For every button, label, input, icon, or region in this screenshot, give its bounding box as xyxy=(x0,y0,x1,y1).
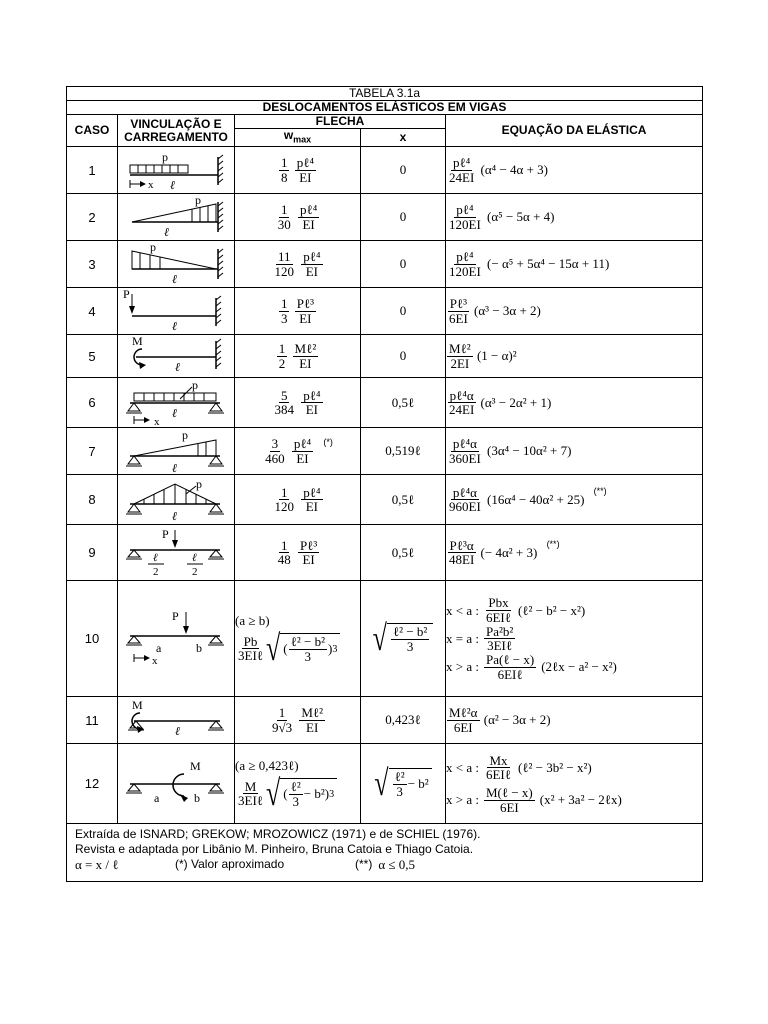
x-label: x xyxy=(148,179,154,192)
wmax-formula: (a ≥ 0,423ℓ) $\frac{M}{\text{3EIℓ}}$ √ ( $\frac{\text{ℓ²}}{3}$ − b² ) 3 xyxy=(235,744,361,824)
load-label: p xyxy=(150,241,156,255)
case-number: 6 xyxy=(67,378,118,428)
span-label: ℓ xyxy=(172,272,177,287)
beam-diagram xyxy=(118,241,235,288)
equation-line: x > a : $\frac{\text{Pa(ℓ − x)}}{\text{6EIℓ}}$ (2ℓx − a² − x²) xyxy=(446,652,617,682)
elastic-equation xyxy=(446,581,703,697)
elastic-equation: $\frac{\text{pℓ⁴}}{120EI}$ (− α⁵ + 5α⁴ − 15α + 11) xyxy=(446,241,703,288)
moment-label: M xyxy=(132,698,143,713)
case-number: 5 xyxy=(67,335,118,378)
case-number: 1 xyxy=(67,147,118,194)
load-label: P xyxy=(123,288,130,302)
approx-note: (*) Valor aproximado xyxy=(175,857,285,872)
x-position: 0,5ℓ xyxy=(361,378,446,428)
half-span-note-mark: (**) xyxy=(593,485,607,496)
span-half-den: 2 xyxy=(192,565,198,578)
equation-line: x < a : $\frac{\text{Pbx}}{\text{6EIℓ}}$ (ℓ² − b² − x²) xyxy=(446,595,586,626)
beam-diagram xyxy=(118,581,235,697)
table-subtitle: DESLOCAMENTOS ELÁSTICOS EM VIGAS xyxy=(67,101,703,115)
beam-diagram xyxy=(118,147,235,194)
segment-b-label: b xyxy=(196,640,202,655)
table-row xyxy=(67,428,703,475)
half-span-note-mark: (**) xyxy=(546,538,560,549)
wmax-formula: $\frac{11}{120}$ $\frac{\text{pℓ⁴}}{EI}$ xyxy=(235,241,361,288)
adaptation-text: Revista e adaptada por Libânio M. Pinheiro, Bruna Catoia e Thiago Catoia. xyxy=(75,842,474,857)
wmax-formula: $\frac{3}{460}$ $\frac{\text{pℓ⁴}}{EI}$ (*) xyxy=(235,428,361,475)
span-label: ℓ xyxy=(172,319,177,334)
beam-diagram xyxy=(118,525,235,581)
x-position: 0,423ℓ xyxy=(361,697,446,744)
elastic-equation: $\frac{\text{Pℓ³α}}{48EI}$ (− 4α² + 3) (**) xyxy=(446,525,703,581)
load-label: p xyxy=(192,378,198,392)
sqrt-expression: √ ( $\frac{\text{ℓ² − b²}}{3}$ ) 3 xyxy=(266,633,340,664)
segment-a-label: a xyxy=(154,790,160,805)
wmax-formula: $\frac{1}{120}$ $\frac{\text{pℓ⁴}}{EI}$ xyxy=(235,475,361,525)
span-label: ℓ xyxy=(164,225,169,240)
header-vinculacao: VINCULAÇÃO E CARREGAMENTO xyxy=(118,115,235,147)
x-label: x xyxy=(152,654,158,667)
table-row xyxy=(67,581,703,697)
condition-text: (a ≥ 0,423ℓ) xyxy=(235,758,299,774)
elastic-equation: $\frac{\text{pℓ⁴α}}{24EI}$ (α³ − 2α² + 1) xyxy=(446,378,703,428)
table-row xyxy=(67,697,703,744)
case-number: 9 xyxy=(67,525,118,581)
span-half-label: ℓ xyxy=(153,551,158,564)
x-position: 0 xyxy=(361,147,446,194)
wmax-formula: (a ≥ b) $\frac{Pb}{\text{3EIℓ}}$ √ ( $\frac{\text{ℓ² − b²}}{3}$ ) 3 xyxy=(235,581,361,697)
elastic-equation: $\frac{\text{pℓ⁴}}{120EI}$ (α⁵ − 5α + 4) xyxy=(446,194,703,241)
x-position: 0 xyxy=(361,288,446,335)
x-position: 0 xyxy=(361,241,446,288)
table-row xyxy=(67,194,703,241)
table-row xyxy=(67,288,703,335)
elastic-equation: $\frac{\text{Pℓ³}}{6EI}$ (α³ − 3α + 2) xyxy=(446,288,703,335)
span-half-label: ℓ xyxy=(192,551,197,564)
beam-diagram xyxy=(118,378,235,428)
condition-text: (a ≥ b) xyxy=(235,613,270,629)
beam-diagram xyxy=(118,697,235,744)
load-label: p xyxy=(182,428,188,443)
equation-line: x = a : $\frac{\text{Pa²b²}}{\text{3EIℓ}}$ xyxy=(446,623,514,654)
beam-diagram xyxy=(118,288,235,335)
table-footer xyxy=(67,824,703,882)
x-position: 0 xyxy=(361,194,446,241)
case-number: 2 xyxy=(67,194,118,241)
table-title: TABELA 3.1a xyxy=(67,87,703,101)
load-label: P xyxy=(162,526,169,541)
load-label: P xyxy=(172,608,179,623)
segment-b-label: b xyxy=(194,790,200,805)
elastic-equation: $\frac{\text{pℓ⁴α}}{360EI}$ (3α⁴ − 10α² + 7) xyxy=(446,428,703,475)
case-number: 11 xyxy=(67,697,118,744)
wmax-formula: $\frac{1}{48}$ $\frac{\text{Pℓ³}}{EI}$ xyxy=(235,525,361,581)
span-label: ℓ xyxy=(175,724,180,739)
span-label: ℓ xyxy=(172,461,177,475)
beam-diagram xyxy=(118,194,235,241)
half-span-condition: α ≤ 0,5 xyxy=(378,857,416,873)
header-caso: CASO xyxy=(67,115,118,147)
equation-line: x < a : $\frac{Mx}{\text{6EIℓ}}$ (ℓ² − 3b² − x²) xyxy=(446,752,592,783)
elastic-equation: $\frac{\text{pℓ⁴}}{24EI}$ (α⁴ − 4α + 3) xyxy=(446,147,703,194)
case-number: 4 xyxy=(67,288,118,335)
approx-note-mark: (*) xyxy=(323,437,333,448)
sqrt-expression: √ $\frac{\text{ℓ² − b²}}{3}$ xyxy=(373,623,434,654)
x-position: 0,519ℓ xyxy=(361,428,446,475)
header-flecha: FLECHA xyxy=(235,115,446,129)
deflection-table xyxy=(66,86,703,882)
header-wmax: $w_{max}$ xyxy=(235,129,361,147)
case-number: 10 xyxy=(67,581,118,697)
wmax-formula: $\frac{5}{384}$ $\frac{\text{pℓ⁴}}{EI}$ xyxy=(235,378,361,428)
case-number: 12 xyxy=(67,744,118,824)
beam-diagram xyxy=(118,475,235,525)
table-row xyxy=(67,378,703,428)
segment-a-label: a xyxy=(156,640,162,655)
x-position xyxy=(361,581,446,697)
wmax-formula: $\frac{1}{30}$ $\frac{\text{pℓ⁴}}{EI}$ xyxy=(235,194,361,241)
sqrt-expression: √ $\frac{\text{ℓ²}}{3}$ − b² xyxy=(374,768,431,799)
case-number: 8 xyxy=(67,475,118,525)
alpha-definition: α = x / ℓ xyxy=(75,857,119,873)
wmax-formula: $\frac{1}{8}$ $\frac{\text{pℓ⁴}}{EI}$ xyxy=(235,147,361,194)
span-label: ℓ xyxy=(175,360,180,375)
load-label: p xyxy=(162,150,168,165)
x-position: 0,5ℓ xyxy=(361,525,446,581)
wmax-formula: $\frac{1}{2}$ $\frac{\text{Mℓ²}}{EI}$ xyxy=(235,335,361,378)
load-label: p xyxy=(196,476,202,491)
source-text: Extraída de ISNARD; GREKOW; MROZOWICZ (1971) e de SCHIEL (1976). xyxy=(75,827,481,842)
table-row xyxy=(67,744,703,824)
case-number: 3 xyxy=(67,241,118,288)
table-row xyxy=(67,241,703,288)
elastic-equation: $\frac{\text{Mℓ²α}}{6EI}$ (α² − 3α + 2) xyxy=(446,697,703,744)
x-position: 0,5ℓ xyxy=(361,475,446,525)
half-span-note: (**) xyxy=(355,857,373,872)
beam-diagram xyxy=(118,335,235,378)
table-row xyxy=(67,475,703,525)
span-label: ℓ xyxy=(170,178,175,193)
wmax-formula: $\frac{1}{9√3}$ $\frac{\text{Mℓ²}}{EI}$ xyxy=(235,697,361,744)
elastic-equation: $\frac{\text{pℓ⁴α}}{960EI}$ (16α⁴ − 40α² + 25) (**) xyxy=(446,475,703,525)
x-label: x xyxy=(154,415,160,427)
x-position: 0 xyxy=(361,335,446,378)
case-number: 7 xyxy=(67,428,118,475)
load-label: p xyxy=(195,194,201,208)
table-row xyxy=(67,525,703,581)
equation-line: x > a : $\frac{\text{M(ℓ − x)}}{6EI}$ (x² + 3a² − 2ℓx) xyxy=(446,784,622,815)
span-label: ℓ xyxy=(172,405,177,420)
sqrt-expression: √ ( $\frac{\text{ℓ²}}{3}$ − b² ) 3 xyxy=(266,778,337,809)
beam-diagram xyxy=(118,744,235,824)
elastic-equation: $\frac{\text{Mℓ²}}{2EI}$ (1 − α)² xyxy=(446,335,703,378)
header-equacao: EQUAÇÃO DA ELÁSTICA xyxy=(446,115,703,147)
span-half-den: 2 xyxy=(153,565,159,578)
header-x: x xyxy=(361,129,446,147)
moment-label: M xyxy=(190,758,201,773)
moment-label: M xyxy=(132,335,143,349)
x-position xyxy=(361,744,446,824)
table-row xyxy=(67,147,703,194)
wmax-formula: $\frac{1}{3}$ $\frac{\text{Pℓ³}}{EI}$ xyxy=(235,288,361,335)
elastic-equation xyxy=(446,744,703,824)
span-label: ℓ xyxy=(172,508,177,523)
table-row xyxy=(67,335,703,378)
beam-diagram xyxy=(118,428,235,475)
